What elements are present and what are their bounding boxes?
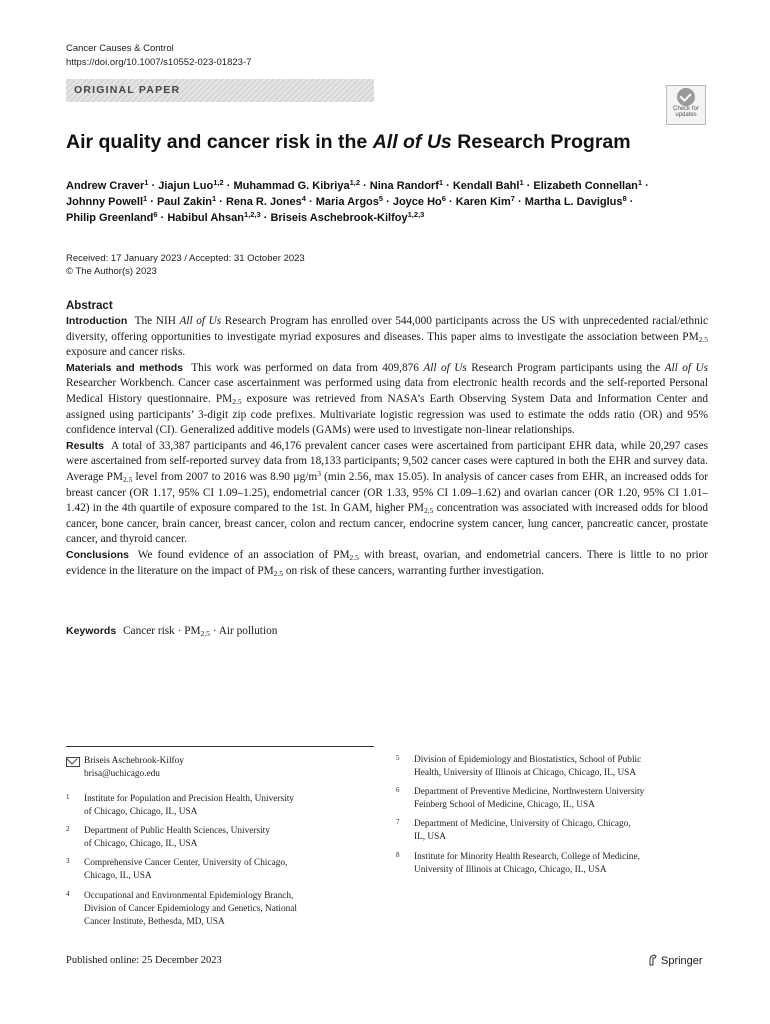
author-separator: · bbox=[147, 196, 157, 208]
author-name[interactable]: Briseis Aschebrook-Kilfoy bbox=[270, 212, 408, 224]
section-label: Materials and methods bbox=[66, 361, 183, 374]
abstract bbox=[66, 300, 708, 579]
affiliation-line: IL, USA bbox=[414, 832, 447, 842]
author-separator: · bbox=[360, 180, 370, 192]
author-separator: · bbox=[157, 212, 168, 224]
affiliation-line: Department of Preventive Medicine, Northwestern University bbox=[414, 787, 645, 797]
affiliation-line: Department of Public Health Sciences, University bbox=[84, 826, 270, 836]
affiliation-marker: 1 bbox=[637, 178, 643, 187]
check-for-updates-badge[interactable] bbox=[666, 85, 706, 125]
doi-link[interactable]: https://doi.org/10.1007/s10552-023-01823-7 bbox=[66, 57, 252, 68]
author-separator: · bbox=[445, 196, 456, 208]
affiliation-number: 4 bbox=[66, 890, 70, 898]
corresponding-author: Briseis Aschebrook-Kilfoy bbox=[84, 756, 184, 766]
author-name[interactable]: Rena R. Jones bbox=[225, 196, 302, 208]
keyword: Cancer risk bbox=[123, 625, 175, 637]
title-part: Research Program bbox=[451, 131, 631, 153]
affiliation-line: Chicago, IL, USA bbox=[84, 871, 152, 881]
author-separator: · bbox=[305, 196, 316, 208]
section-label: Results bbox=[66, 439, 104, 452]
keywords: Keywords Cancer risk · $PM_{2.5}$ · Air pollution bbox=[66, 625, 278, 638]
author-separator: · bbox=[523, 180, 534, 192]
affiliation-line: Occupational and Environmental Epidemiology Branch, bbox=[84, 891, 294, 901]
abstract-methods: Materials and methods This work was performed on data from 409,876 All of Us Research Program participants using the All of Us Researcher Workbench. Cancer case ascertainment was performed using data from electronic health records and the self-reported Personal Medical History questionnaire. $PM_{2.5}$ exposure was retrieved from NASA’s Earth Observing System Data and Information Center and assigned using participants’ 3-digit zip code prefixes. Multivariate logistic regression was used to estimate the odds ratio (OR) and 95% confidence interval (CI). Generalized additive models (GAMs) were used to investigate non-linear relationships. bbox=[66, 361, 709, 437]
affiliation-text bbox=[414, 754, 641, 780]
author-name[interactable]: Andrew Craver bbox=[66, 180, 145, 192]
affiliation-line: Division of Epidemiology and Biostatistics, School of Public bbox=[414, 755, 642, 765]
affiliation-marker: 1,2,3 bbox=[407, 210, 425, 219]
author-name[interactable]: Kendall Bahl bbox=[452, 180, 520, 192]
checkmark-icon bbox=[677, 88, 695, 106]
author-line bbox=[66, 178, 706, 194]
author-name[interactable]: Maria Argos bbox=[315, 196, 379, 208]
affiliation-marker: 6 bbox=[153, 210, 158, 219]
affiliation-marker: 1 bbox=[144, 178, 149, 187]
author-name[interactable]: Habibul Ahsan bbox=[167, 212, 244, 224]
affiliation-marker: 5 bbox=[378, 194, 384, 203]
publisher-logo bbox=[648, 954, 703, 967]
received-date: Received: 17 January 2023 / Accepted: 31 October 2023 bbox=[66, 253, 305, 264]
paper-title bbox=[66, 131, 686, 154]
affiliation-line: Feinberg School of Medicine, Chicago, IL, USA bbox=[414, 800, 595, 810]
article-type-banner bbox=[66, 79, 374, 102]
springer-horse-icon bbox=[648, 954, 658, 966]
affiliation-text bbox=[84, 890, 297, 929]
author-name[interactable]: Joyce Ho bbox=[392, 196, 442, 208]
affiliation-number: 7 bbox=[396, 818, 400, 826]
corresponding-email[interactable]: brisa@uchicago.edu bbox=[84, 769, 160, 779]
affiliation-text bbox=[414, 786, 644, 812]
author-separator: · bbox=[148, 180, 159, 192]
keyword: Air pollution bbox=[218, 625, 278, 637]
author-separator: · bbox=[514, 196, 525, 208]
author-name[interactable]: Johnny Powell bbox=[66, 196, 144, 208]
title-italic: All of Us bbox=[372, 131, 452, 153]
title-part: Air quality and cancer risk in the bbox=[66, 131, 373, 153]
author-name[interactable]: Karen Kim bbox=[455, 196, 511, 208]
affiliation-number: 8 bbox=[396, 851, 400, 859]
author-line bbox=[66, 210, 706, 226]
author-name[interactable]: Paul Zakin bbox=[156, 196, 212, 208]
author-name[interactable]: Philip Greenland bbox=[66, 212, 154, 224]
affiliation-number: 1 bbox=[66, 793, 70, 801]
affiliation-marker: 1 bbox=[438, 178, 444, 187]
affiliation-text bbox=[414, 818, 631, 844]
affiliation-text bbox=[84, 857, 287, 883]
affiliation-marker: 1 bbox=[212, 194, 217, 203]
keywords-label: Keywords bbox=[66, 625, 117, 637]
affiliation-line: Health, University of Illinois at Chicago, Chicago, IL, USA bbox=[414, 768, 637, 778]
affiliation-line: Comprehensive Cancer Center, University of Chicago, bbox=[84, 858, 288, 868]
author-name[interactable]: Jiajun Luo bbox=[158, 180, 214, 192]
abstract-introduction: Introduction The NIH All of Us Research Program has enrolled over 544,000 participants across the US with unprecedented racial/ethnic diversity, offering opportunities to investigate myriad exposures and diseases. This paper aims to investigate the association between $PM_{2.5}$ exposure and cancer risks. bbox=[66, 315, 708, 359]
author-list bbox=[66, 178, 706, 226]
abstract-conclusions: Conclusions We found evidence of an association of $PM_{2.5}$ with breast, ovarian, and endometrial cancers. There is little to no prior evidence in the literature on the impact of $PM_{2.5}$ on risk of these cancers, warranting further investigation. bbox=[66, 548, 709, 578]
author-name[interactable]: Muhammad G. Kibriya bbox=[233, 180, 350, 192]
author-separator: · bbox=[383, 196, 393, 208]
affiliation-line: University of Illinois at Chicago, Chicago, IL, USA bbox=[414, 865, 607, 875]
check-label-2: updates bbox=[675, 112, 697, 118]
author-separator: · bbox=[642, 180, 649, 192]
affiliation-number: 3 bbox=[66, 857, 70, 865]
affiliation-marker: 7 bbox=[510, 194, 515, 203]
affiliation-marker: 1,2 bbox=[213, 178, 224, 187]
affiliation-line: Institute for Minority Health Research, College of Medicine, bbox=[414, 852, 640, 862]
affiliation-line: Cancer Institute, Bethesda, MD, USA bbox=[84, 917, 225, 927]
author-line bbox=[66, 194, 706, 210]
publisher-name: Springer bbox=[661, 955, 703, 967]
affiliation-text bbox=[84, 793, 294, 819]
check-label-1: Check for bbox=[673, 106, 699, 112]
affiliation-line: Department of Medicine, University of Chicago, Chicago, bbox=[414, 819, 631, 829]
affiliation-line: Institute for Population and Precision Health, University bbox=[84, 794, 294, 804]
author-separator: · bbox=[223, 180, 234, 192]
affiliation-marker: 8 bbox=[622, 194, 627, 203]
affiliation-text bbox=[414, 851, 640, 877]
published-date: Published online: 25 December 2023 bbox=[66, 955, 222, 966]
affiliation-marker: 1,2,3 bbox=[243, 210, 261, 219]
journal-name: Cancer Causes & Control bbox=[66, 43, 174, 54]
section-label: Conclusions bbox=[66, 548, 130, 561]
affiliation-line: of Chicago, Chicago, IL, USA bbox=[84, 839, 198, 849]
author-separator: · bbox=[260, 212, 271, 224]
affiliation-marker: 6 bbox=[441, 194, 446, 203]
affiliation-number: 5 bbox=[396, 754, 400, 762]
affiliation-line: Division of Cancer Epidemiology and Genetics, National bbox=[84, 904, 298, 914]
article-type-label: ORIGINAL PAPER bbox=[74, 84, 181, 96]
author-separator: · bbox=[443, 180, 453, 192]
affiliation-number: 6 bbox=[396, 786, 400, 794]
abstract-heading: Abstract bbox=[66, 300, 113, 312]
author-separator: · bbox=[216, 196, 226, 208]
author-name[interactable]: Nina Randorf bbox=[369, 180, 439, 192]
footnote-divider bbox=[66, 746, 374, 747]
journal-info bbox=[66, 42, 251, 70]
correspondence bbox=[84, 755, 184, 781]
author-separator: · bbox=[626, 196, 634, 208]
affiliation-marker: 1,2 bbox=[349, 178, 361, 187]
author-name[interactable]: Martha L. Daviglus bbox=[524, 196, 623, 208]
envelope-icon bbox=[66, 757, 80, 767]
abstract-results: Results A total of 33,387 participants and 46,176 prevalent cancer cases were ascertained from participant EHR data, while 20,297 cases were ascertained from self-reported survey data from 18,133 participants; 9,502 cancer cases were captured in both the EHR and survey data. Average $PM_{2.5}$ level from 2007 to 2016 was 8.90 $\mu g/m^3$ (min 2.56, max 15.05). In analysis of cancer cases from EHR, an increased odds for breast cancer (OR 1.17, 95% CI 1.09–1.25), endometrial cancer (OR 1.33, 95% CI 1.09–1.62) and ovarian cancer (OR 1.20, 95% CI 1.01–1.42) in the 4th quartile of exposure compared to the 1st. In GAM, higher $PM_{2.5}$ concentration was associated with increased odds for blood cancer, bone cancer, brain cancer, breast cancer, colon and rectum cancer, endocrine system cancer, lung cancer, pancreatic cancer, prostate cancer, and thyroid cancer. bbox=[66, 439, 709, 546]
affiliation-text bbox=[84, 825, 270, 851]
affiliation-marker: 4 bbox=[301, 194, 306, 203]
article-dates bbox=[66, 252, 305, 278]
affiliation-marker: 1 bbox=[519, 178, 524, 187]
copyright: © The Author(s) 2023 bbox=[66, 266, 157, 277]
affiliation-marker: 1 bbox=[143, 194, 148, 203]
affiliation-line: of Chicago, Chicago, IL, USA bbox=[84, 807, 198, 817]
affiliation-number: 2 bbox=[66, 825, 70, 833]
author-name[interactable]: Elizabeth Connellan bbox=[533, 180, 638, 192]
section-label: Introduction bbox=[66, 315, 128, 327]
